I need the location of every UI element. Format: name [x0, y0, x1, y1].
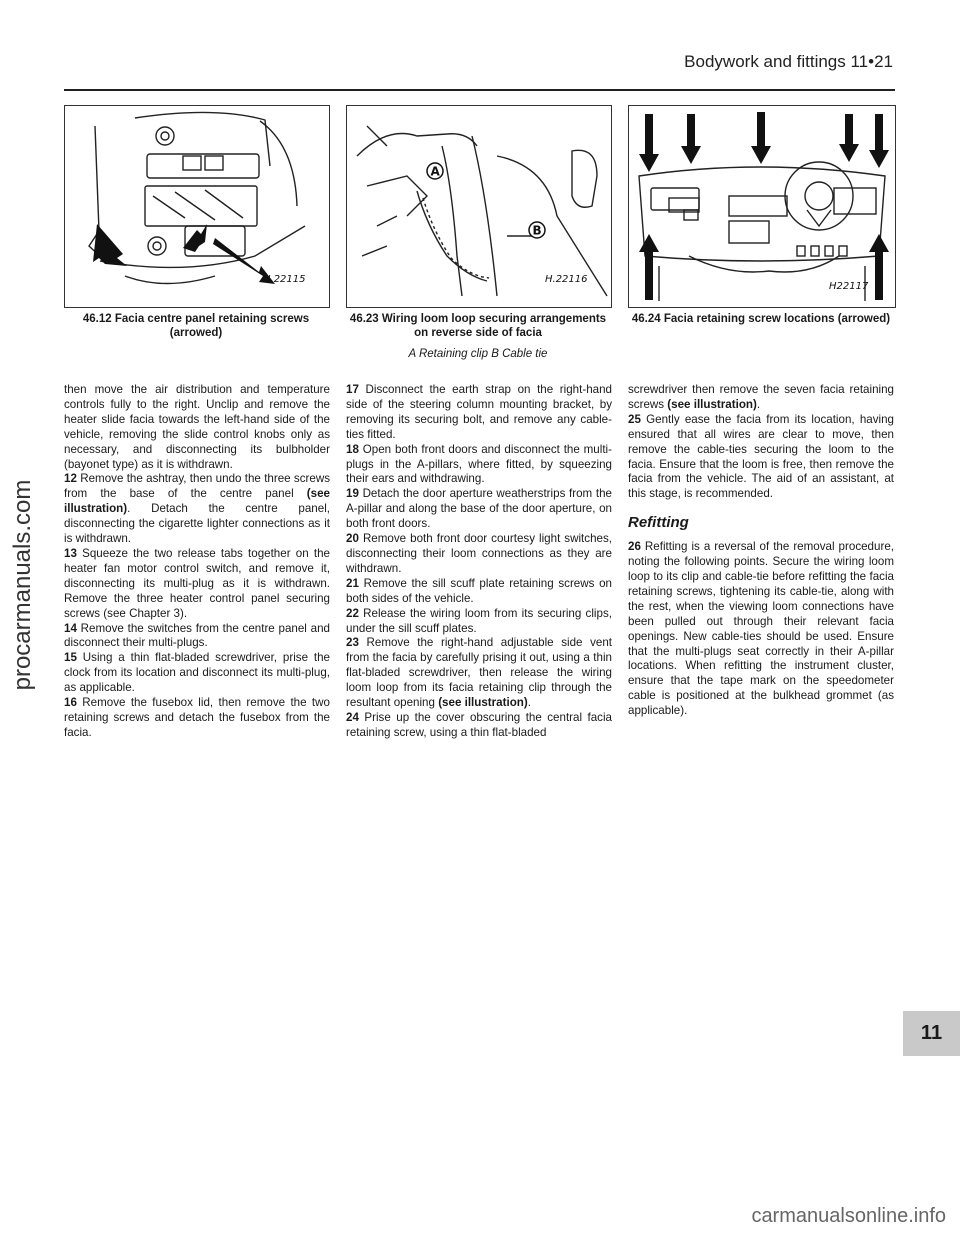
illustration-ref: (see illustration)	[667, 397, 757, 411]
step-text: Squeeze the two release tabs together on the heater fan motor control switch, and remove it, disconnecting its multi-plug as it is withdrawn. Remove the three heater control panel securing screws (see Chapter 3).	[64, 546, 330, 620]
footer-watermark: carmanualsonline.info	[751, 1205, 946, 1227]
figure-1-ref: H.22115	[263, 274, 306, 285]
step-text: screwdriver then remove the seven facia retaining screws	[628, 383, 894, 411]
facia-screws-illustration	[629, 106, 895, 307]
step-number: 26	[628, 540, 641, 554]
step-number: 17	[346, 383, 359, 396]
facia-centre-panel-illustration	[65, 106, 329, 307]
paragraph-18	[346, 443, 612, 488]
figure-2-legend: A Retaining clip B Cable tie	[408, 348, 548, 360]
paragraph-13	[64, 547, 330, 622]
illustration-ref: (see illustration)	[438, 696, 528, 710]
illustration-ref: (see illustration)	[64, 487, 330, 516]
figure-3-caption: 46.24 Facia retaining screw locations (arrowed)	[631, 313, 891, 325]
step-number: 13	[64, 546, 77, 560]
figure-wiring-loom-loop	[346, 105, 612, 308]
figure-2-ref: H.22116	[545, 274, 588, 285]
step-text: Gently ease the facia from its location, having ensured that all wires are clear to move, then remove the cable-ties securing the loom to the facia. Ensure that the loom is free, then remove the facia from the vehicle. The aid of an assistant, at this stage, is recommended.	[628, 412, 894, 501]
step-text: Prise up the cover obscuring the central facia retaining screw, using a thin flat-bladed	[346, 710, 613, 739]
page-header-title: Bodywork and fittings 11•21	[684, 52, 893, 71]
side-watermark-text: procarmanuals.com	[9, 479, 36, 691]
step-number: 19	[346, 487, 359, 501]
step-text: Remove the fusebox lid, then remove the two retaining screws and detach the fusebox from the facia.	[64, 696, 330, 739]
step-text: Release the wiring loom from its securing clips, under the sill scuff plates.	[346, 606, 612, 635]
label-a: A	[430, 164, 440, 179]
text-column-3	[628, 383, 894, 719]
side-watermark	[6, 420, 40, 750]
figure-1-caption: 46.12 Facia centre panel retaining screws (arrowed)	[82, 313, 310, 339]
text-column-1	[64, 383, 330, 741]
step-text: Disconnect the earth strap on the right-hand side of the steering column mounting bracket, by removing its securing bolt, and remove any cable-ties fitted.	[346, 383, 612, 441]
paragraph-25	[628, 413, 894, 502]
paragraph-14	[64, 622, 330, 652]
paragraph-21	[346, 577, 612, 607]
figure-3-ref: H22117	[829, 281, 869, 292]
figure-facia-retaining-screws	[628, 105, 896, 308]
step-number: 23	[346, 636, 359, 650]
paragraph-19	[346, 487, 612, 532]
step-number: 18	[346, 442, 359, 456]
step-text: Remove the sill scuff plate retaining screws on both sides of the vehicle.	[346, 576, 612, 605]
figure-2-caption: 46.23 Wiring loom loop securing arrangements on reverse side of facia	[349, 313, 607, 339]
step-number: 16	[64, 696, 77, 710]
step-number: 25	[628, 412, 641, 426]
step-number: 21	[346, 576, 359, 590]
paragraph-12	[64, 472, 330, 547]
wiring-loom-illustration	[347, 106, 611, 307]
paragraph-15	[64, 651, 330, 696]
step-text: Using a thin flat-bladed screwdriver, prise the clock from its location and disconnect its multi-plug, as applicable.	[64, 651, 330, 695]
step-text: .	[756, 397, 761, 411]
step-text: Refitting is a reversal of the removal procedure, noting the following points. Secure the wiring loom loop to its clip and cable-tie before refitting the facia retaining screws, tightening its cable-tie, along with the rest, when the viewing loom connections have been pulled out through their relevant facia openings. New cable-ties should be used. Ensure that the multi-plugs seat correctly in their A-pillar locations. When refitting the instrument cluster, ensure that the tape mark on the speedometer cable is positioned at the bulkhead grommet (as applicable).	[628, 540, 894, 718]
step-text: Open both front doors and disconnect the multi-plugs in the A-pillars, where fitted, by squeezing their ears and withdrawing.	[346, 442, 612, 486]
step-number: 12	[64, 472, 77, 486]
step-text: Remove the ashtray, then undo the three screws from the base of the centre panel	[64, 472, 330, 501]
paragraph-22	[346, 607, 612, 637]
subheading-refitting: Refitting	[628, 514, 689, 532]
step-text: Remove the right-hand adjustable side vent from the facia by carefully prising it out, using a thin flat-bladed screwdriver, then release the wiring loom loop from its facia retaining clip through the resultant opening	[346, 636, 612, 710]
step-number: 24	[346, 710, 359, 724]
paragraph-intro: then move the air distribution and temperature controls fully to the right. Unclip and remove the heater slide facia towards the left-hand side of the vehicle, removing the slide control knobs only as necessary, and disconnecting its bulbholder (bayonet type) as it is withdrawn.	[64, 383, 330, 471]
step-text: .	[527, 696, 531, 710]
paragraph-23	[346, 636, 612, 711]
step-text: Remove both front door courtesy light switches, disconnecting their loom connections as they are withdrawn.	[346, 532, 612, 575]
step-number: 14	[64, 621, 77, 635]
step-text: Remove the switches from the centre panel and disconnect their multi-plugs.	[64, 621, 330, 650]
paragraph-26	[628, 540, 894, 719]
step-text: . Detach the centre panel, disconnecting the cigarette lighter connections as it is withdrawn.	[64, 502, 330, 546]
paragraph-16	[64, 696, 330, 741]
figure-facia-centre-panel	[64, 105, 330, 308]
header-rule	[64, 89, 895, 91]
text-column-2	[346, 383, 612, 741]
step-number: 20	[346, 532, 359, 546]
paragraph-17	[346, 383, 612, 443]
paragraph-24-continued	[628, 383, 894, 413]
paragraph-20	[346, 532, 612, 577]
step-text: Detach the door aperture weatherstrips from the A-pillar and along the base of the door aperture, on both front doors.	[346, 487, 612, 531]
step-number: 22	[346, 606, 359, 620]
chapter-tab: 11	[903, 1011, 960, 1056]
paragraph-24	[346, 711, 612, 741]
step-number: 15	[64, 651, 77, 665]
label-b: B	[532, 223, 542, 238]
